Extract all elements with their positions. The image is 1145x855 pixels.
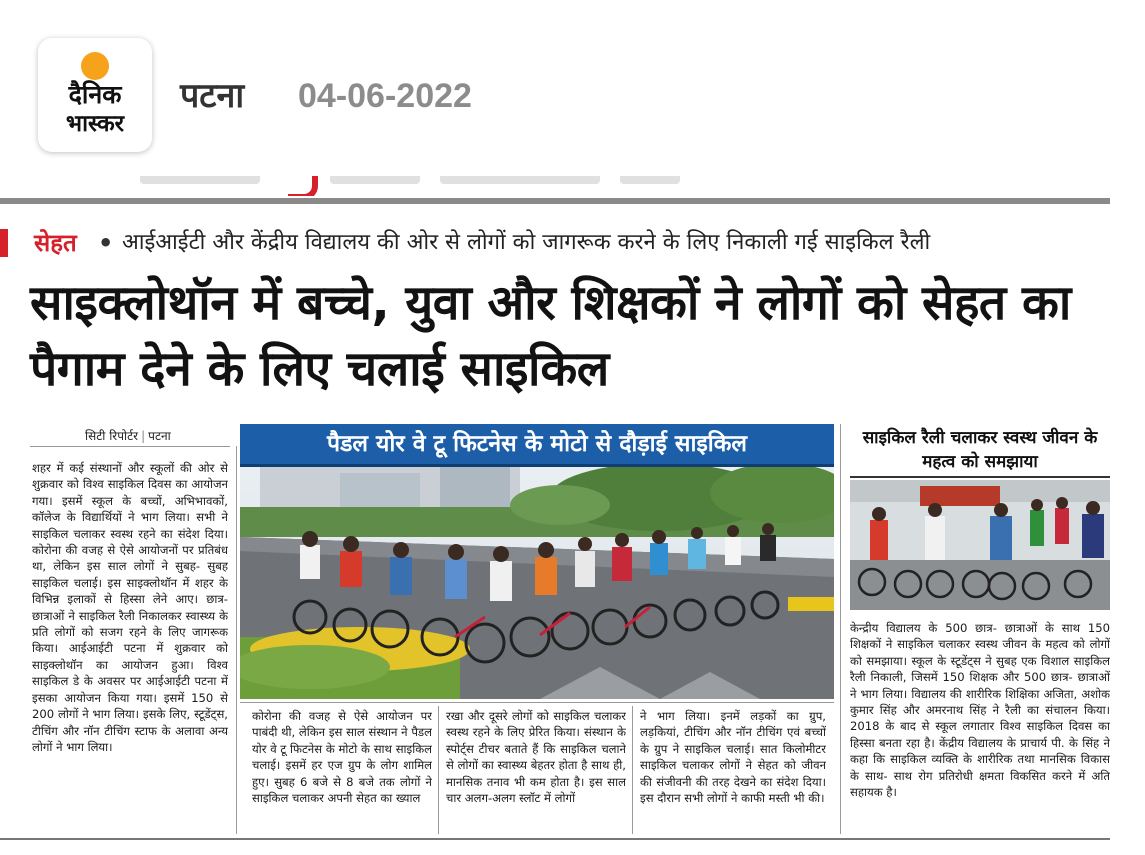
byline (85, 427, 171, 444)
byline-reporter: सिटी रिपोर्टर (85, 429, 139, 443)
side-title-rule (850, 476, 1110, 478)
byline-city: पटना (148, 429, 171, 443)
edition-date: 04-06-2022 (298, 77, 472, 115)
edition-city: पटना (180, 76, 245, 116)
page-bottom-rule (0, 838, 1110, 840)
clipped-previous-headline (140, 176, 700, 196)
column-rule (438, 706, 439, 834)
photo-banner (240, 424, 834, 467)
kicker-text: आईआईटी और केंद्रीय विद्यालय की ओर से लोगों को जागरूक करने के लिए निकाली गई साइकिल रैली (122, 230, 931, 255)
article-column-3: रखा और दूसरे लोगों को साइकिल चलाकर स्वस्थ रहने के लिए प्रेरित किया। संस्थान के स्पोर्ट्स टीचर बताते हैं कि साइकिल चलाने से लोगों का स्वास्थ्य बेहतर होता है साथ ही, मानसिक तनाव भी कम होता है। इस साल चार अलग-अलग स्लॉट में लोगों (446, 709, 626, 806)
column-rule (632, 706, 633, 834)
side-story-text: केन्द्रीय विद्यालय के 500 छात्र- छात्राओं के साथ 150 शिक्षकों ने साइकिल चलाकर स्वस्थ जीवन के महत्व को लोगों को समझाया। स्कूल के स्टूडेंट्स ने सुबह एक विशाल साइकिल रैली निकाली, जिसमें 150 शिक्षक और 500 छात्र- छात्राओं ने भाग लिया। विद्यालय की शारीरिक शिक्षिका अजिता, अशोक कुमार सिंह और अमरनाथ सिंह ने रैली का संचालन किया। 2018 के बाद से स्कूल लगातार विश्व साइकिल दिवस का हिस्सा बनता रहा है। केंद्रीय विद्यालय के प्राचार्य पी. के सिंह ने कहा कि साइकिल व्यक्ति के शारीरिक तथा मानसिक विकास के साथ- साथ रोग प्रतिरोधी क्षमता विकसित करने में अति सहायक है। (850, 621, 1110, 800)
sun-icon (81, 52, 109, 80)
photo-banner-title: पैडल योर वे टू फिटनेस के मोटो से दौड़ाई साइकिल (327, 431, 747, 457)
article-column-2: कोरोना की वजह से ऐसे आयोजन पर पाबंदी थी, लेकिन इस साल संस्थान ने पैडल योर वे टू फिटनेस के मोटो के साथ साइकिल चलाई। इसमें हर एज ग्रुप के लोग शामिल हुए। सुबह 6 बजे से 8 बजे तक लोगों ने साइकिल चलाकर अपनी सेहत का ख्याल (252, 709, 432, 806)
school-rally-photo (850, 480, 1110, 610)
article-column-4: ने भाग लिया। इनमें लड़कों का ग्रुप, लड़कियां, टीचिंग और नॉन टीचिंग एवं बच्चों के ग्रुप ने साइकिल चलाई। सात किलोमीटर साइकिल चलाकर लोगों ने सेहत को जीवन की संजीवनी की तरह देखने का संदेश दिया। इस दौरान सभी लोगों ने काफी मस्ती भी की। (640, 709, 826, 806)
cycle-rally-photo (240, 467, 834, 699)
column-rule (840, 424, 841, 834)
kicker-marker (0, 229, 8, 257)
clipped-red-letter (288, 176, 318, 196)
column-rule (30, 446, 230, 447)
column-rule (236, 446, 237, 834)
logo-text-bottom: भास्कर (65, 111, 125, 137)
newspaper-logo (38, 38, 152, 152)
headline: साइक्लोथॉन में बच्चे, युवा और शिक्षकों ने लोगों को सेहत का पैगाम देने के लिए चलाई साइकिल (30, 275, 1071, 397)
section-tag: सेहत (34, 229, 77, 257)
article-column-1: शहर में कई संस्थानों और स्कूलों की ओर से शुक्रवार को विश्व साइकिल दिवस का आयोजन गया। इसमें स्कूल के बच्चों, अभिभावकों, कॉलेज के विद्यार्थियों ने भाग लिया। सभी ने साइकिल चलाकर स्वस्थ रहने का संदेश दिया। कोरोना की वजह से ऐसे आयोजनों पर प्रतिबंध था, लेकिन इस साल लोगों ने सुबह- सुबह साइकिल चलाई। इस साइक्लोथॉन में शहर के विभिन्न इलाकों से हिस्सा लेने आए। छात्र- छात्राओं ने साइकिल रैली निकालकर स्वास्थ्य के प्रति लोगों को सजग रहने के लिए जागरूक किया। आईआईटी पटना में शुक्रवार को साइक्लोथॉन का आयोजन हुआ। विश्व साइकिल डे के अवसर पर आईआईटी पटना में इसका आयोजन किया गया। इसमें 150 से 200 लोगों ने भाग लिया। इसके लिए, स्टूडेंट्स, टीचिंग और नॉन टीचिंग स्टाफ के अलावा अन्य लोगों ने भाग लिया। (32, 461, 228, 754)
byline-separator: | (141, 429, 146, 443)
kicker-bullet: • (98, 229, 114, 257)
column-rule (240, 702, 834, 703)
logo-text-top: दैनिक (68, 80, 122, 109)
page-divider (0, 198, 1110, 204)
side-story-title: साइकिल रैली चलाकर स्वस्थ जीवन के महत्व को समझाया (862, 428, 1098, 472)
